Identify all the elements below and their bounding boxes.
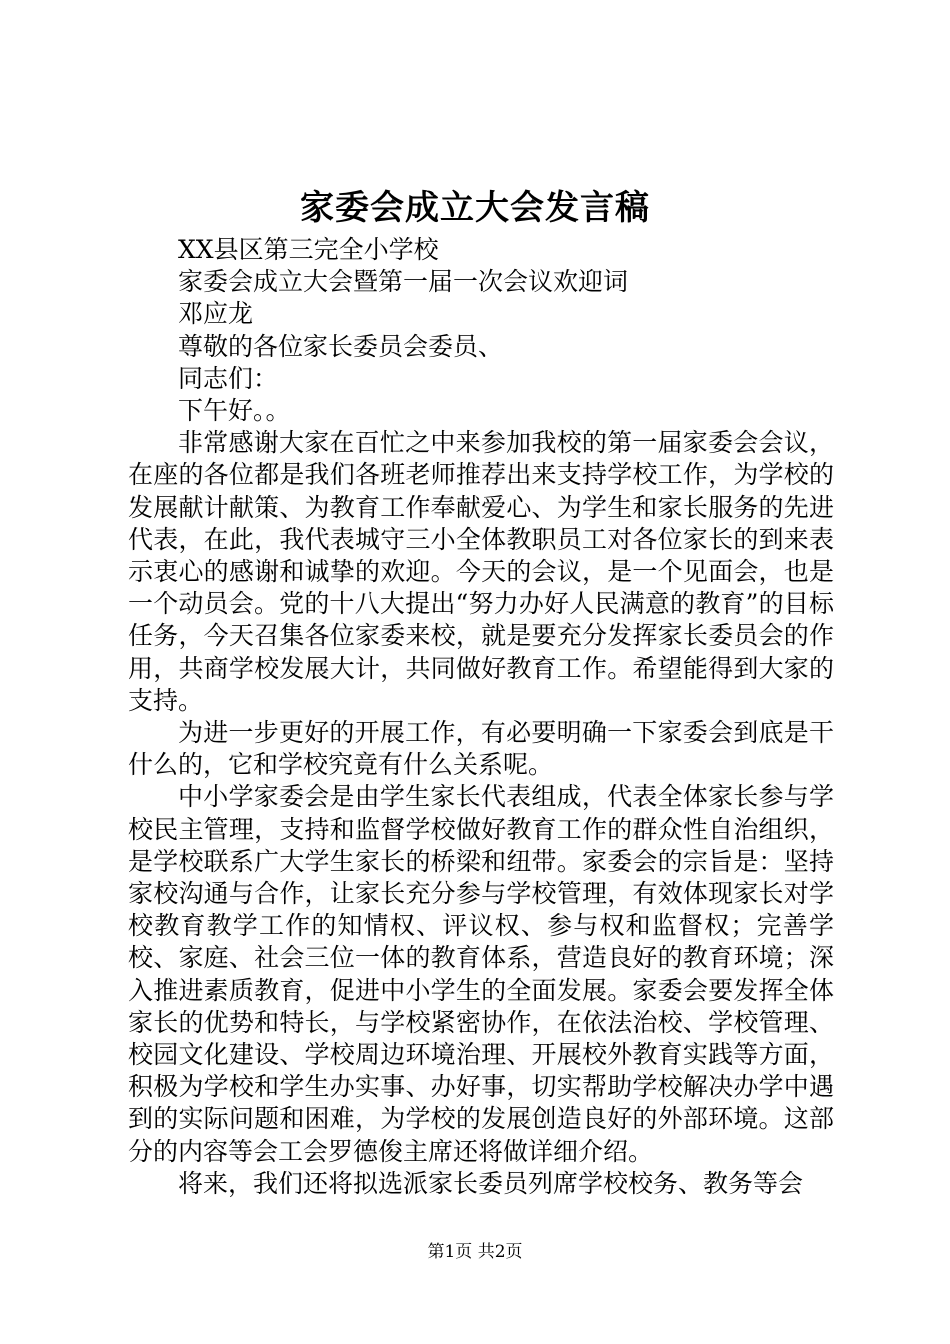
speech-subtitle-line: 家委会成立大会暨第一届一次会议欢迎词: [178, 267, 629, 297]
school-name-line: XX县区第三完全小学校: [178, 235, 439, 264]
document-body: [128, 234, 834, 1200]
document-title: 家委会成立大会发言稿: [300, 188, 650, 228]
body-paragraph-2: 为进一步更好的开展工作，有必要明确一下家委会到底是干什么的，它和学校究竟有什么关系呢。: [128, 718, 834, 780]
page-footer: 第1页 共2页: [427, 1242, 523, 1262]
body-paragraph-3: 中小学家委会是由学生家长代表组成，代表全体家长参与学校民主管理，支持和监督学校做好教育工作的群众性自治组织，是学校联系广大学生家长的桥梁和纽带。家委会的宗旨是：坚持家校沟通与合作，让家长充分参与学校管理，有效体现家长对学校教育教学工作的知情权、评议权、参与权和监督权；完善学校、家庭、社会三位一体的教育体系，营造良好的教育环境；深入推进素质教育，促进中小学生的全面发展。家委会要发挥全体家长的优势和特长，与学校紧密协作，在依法治校、学校管理、校园文化建设、学校周边环境治理、开展校外教育实践等方面，积极为学校和学生办实事、办好事，切实帮助学校解决办学中遇到的实际问题和困难，为学校的发展创造良好的外部环境。这部分的内容等会工会罗德俊主席还将做详细介绍。: [128, 782, 834, 1166]
body-paragraph-1: 非常感谢大家在百忙之中来参加我校的第一届家委会会议，在座的各位都是我们各班老师推荐出来支持学校工作，为学校的发展献计献策、为教育工作奉献爱心、为学生和家长服务的先进代表，在此，我代表城守三小全体教职员工对各位家长的到来表示衷心的感谢和诚挚的欢迎。今天的会议，是一个见面会，也是一个动员会。党的十八大提出“努力办好人民满意的教育”的目标任务，今天召集各位家委来校，就是要充分发挥家长委员会的作用，共商学校发展大计，共同做好教育工作。希望能得到大家的支持。: [128, 428, 834, 715]
salutation-line: 尊敬的各位家长委员会委员、: [178, 331, 504, 361]
salutation-line-2: 同志们：: [178, 363, 279, 393]
greeting-line: 下午好。。: [178, 396, 291, 426]
speaker-name-line: 邓应龙: [178, 299, 254, 329]
body-paragraph-4: 将来，我们还将拟选派家长委员列席学校校务、教务等会: [178, 1168, 804, 1198]
